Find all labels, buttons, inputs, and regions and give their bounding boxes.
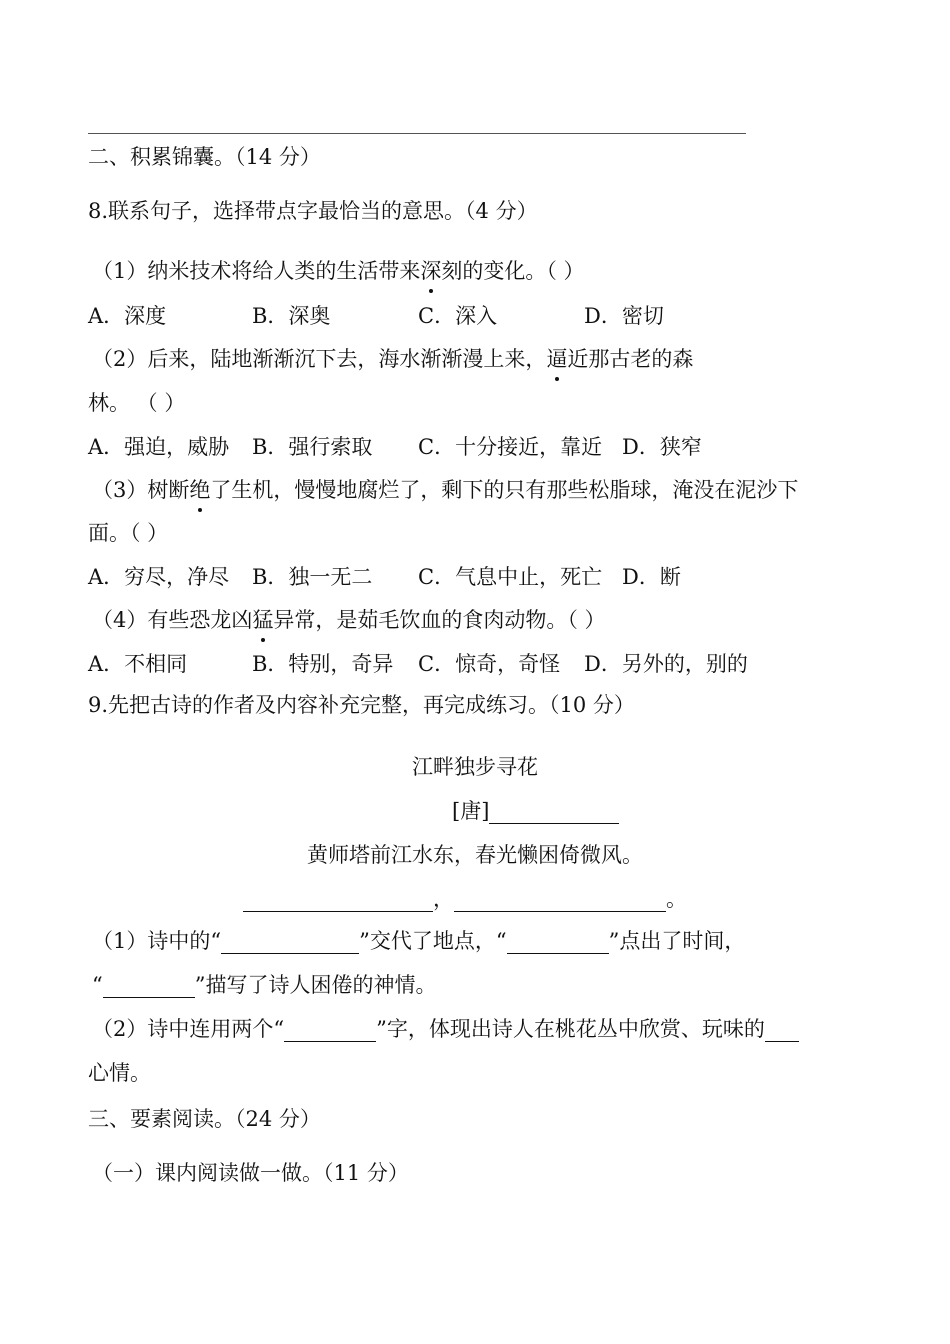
option-c[interactable]: C．惊奇，奇怪 [418,652,561,676]
word-blank[interactable] [284,1019,376,1042]
poem-period: 。 [666,887,687,911]
question-8-item-1 [92,256,585,286]
option-b[interactable]: B．独一无二 [252,565,373,589]
location-blank[interactable] [221,931,359,954]
option-d[interactable]: D．另外的，别的 [584,652,748,676]
sub-text: ”交代了地点，“ [359,929,507,953]
poem-comma: ， [433,887,454,911]
time-blank[interactable] [507,931,609,954]
section-3-heading: 三、要素阅读。（24 分） [88,1107,321,1131]
sub-text: ”点出了时间， [608,929,746,953]
sub-text: ”描写了诗人困倦的神情。 [194,973,437,997]
option-b[interactable]: B．特别，奇异 [252,652,394,676]
dotted-char: 逼 [546,344,567,374]
dotted-char: 深 [420,256,441,286]
sub-text: （1）诗中的“ [92,929,222,953]
author-blank[interactable] [489,801,619,824]
option-d[interactable]: D．狭窄 [622,435,702,459]
section-3-subheading: （一）课内阅读做一做。（11 分） [92,1161,409,1185]
question-9-sub-2 [92,1014,799,1044]
top-divider [88,133,746,134]
poem-dynasty: [唐] [452,799,490,823]
question-8-item-2-cont: 林。 （ ） [88,391,186,415]
option-b[interactable]: B．强行索取 [252,435,373,459]
question-8-item-3 [92,475,798,505]
option-b[interactable]: B．深奥 [252,304,331,328]
item-text: 异常，是茹毛饮血的食肉动物。（ ） [273,608,606,632]
question-9-prompt: 9.先把古诗的作者及内容补充完整，再完成练习。（10 分） [88,693,635,717]
option-a[interactable]: A．不相同 [88,652,188,676]
question-9-sub-1-cont [92,970,437,1000]
question-8-prompt: 8.联系句子，选择带点字最恰当的意思。（4 分） [88,199,538,223]
item-text: （4）有些恐龙凶 [92,608,253,632]
option-c[interactable]: C．十分接近，靠近 [418,435,603,459]
expression-blank[interactable] [103,975,195,998]
question-8-item-3-cont: 面。（ ） [88,521,169,545]
item-text: （3）树断 [92,478,190,502]
sub-text: （2）诗中连用两个“ [92,1017,285,1041]
option-c[interactable]: C．深入 [418,304,498,328]
section-2-heading: 二、积累锦囊。（14 分） [88,145,321,169]
option-d[interactable]: D．密切 [584,304,664,328]
option-a[interactable]: A．强迫，威胁 [88,435,230,459]
poem-line-2 [243,884,687,914]
poem-blank-2[interactable] [454,889,666,912]
option-a[interactable]: A．穷尽，净尽 [88,565,230,589]
poem-blank-1[interactable] [243,889,433,912]
dotted-char: 绝 [189,475,210,505]
option-c[interactable]: C．气息中止，死亡 [418,565,603,589]
poem-author-line [452,796,619,826]
dotted-char: 猛 [252,605,273,635]
question-9-sub-2-cont: 心情。 [88,1061,151,1085]
option-d[interactable]: D．断 [622,565,681,589]
item-text: （1）纳米技术将给人类的生活带来 [92,259,421,283]
poem-title: 江畔独步寻花 [412,755,538,779]
item-text: 了生机，慢慢地腐烂了，剩下的只有那些松脂球，淹没在泥沙下 [210,478,799,502]
sub-text: ”字，体现出诗人在桃花丛中欣赏、玩味的 [376,1017,765,1041]
mood-blank[interactable] [765,1019,799,1042]
question-8-item-2 [92,344,693,374]
question-8-item-4 [92,605,606,635]
option-a[interactable]: A．深度 [88,304,167,328]
question-9-sub-1 [92,926,745,956]
sub-text: “ [92,973,103,997]
item-text: （2）后来，陆地渐渐沉下去，海水渐渐漫上来， [92,347,547,371]
item-text: 近那古老的森 [567,347,694,371]
poem-line-1: 黄师塔前江水东，春光懒困倚微风。 [307,843,643,867]
item-text: 刻的变化。（ ） [441,259,585,283]
